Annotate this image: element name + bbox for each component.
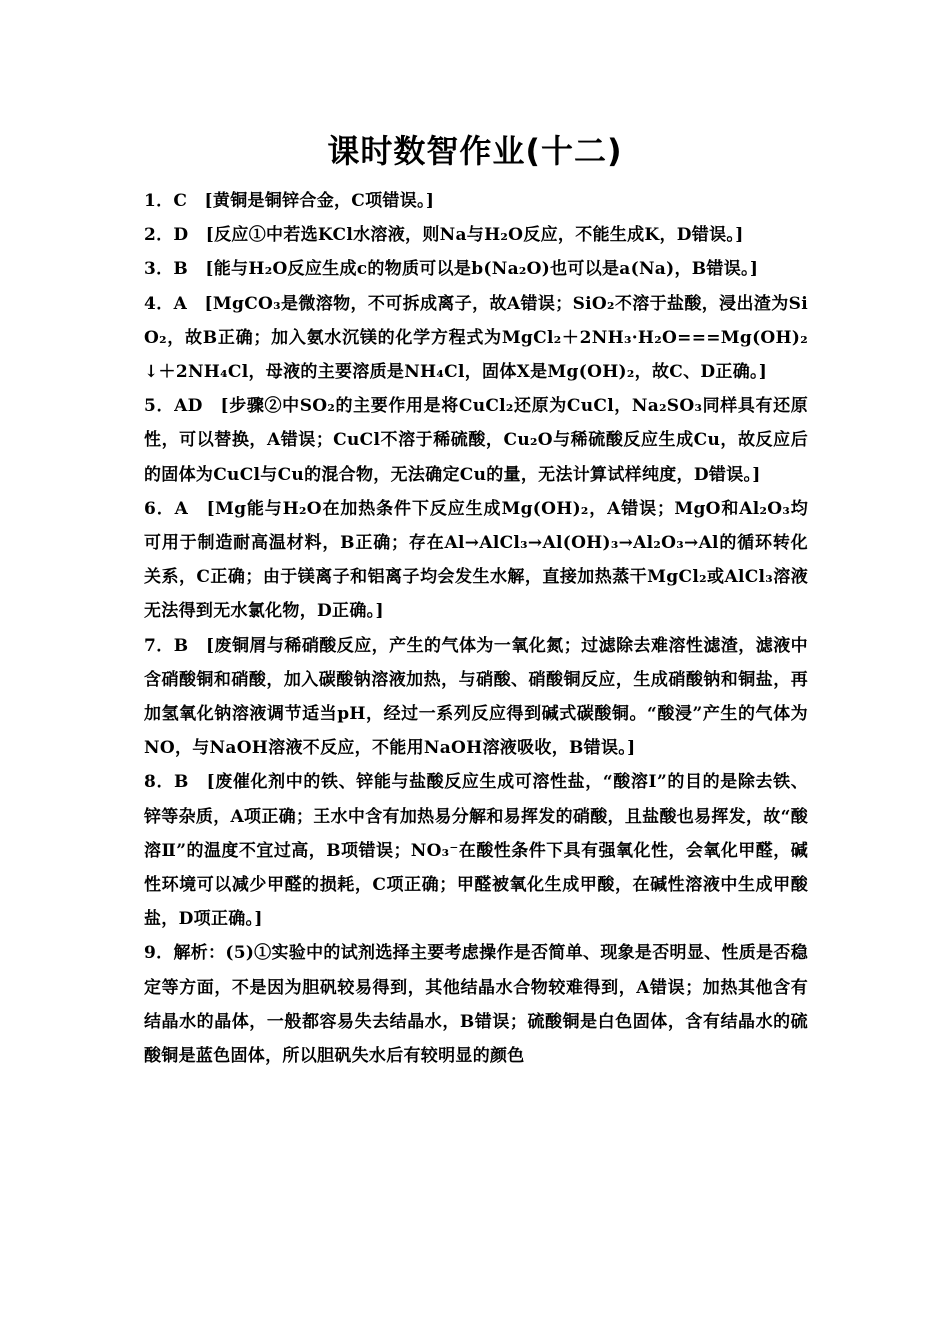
answer-list (144, 184, 808, 1073)
answer-item-9: 9．解析：(5)①实验中的试剂选择主要考虑操作是否简单、现象是否明显、性质是否稳定等方面，不是因为胆矾较易得到，其他结晶水合物较难得到，A错误；加热其他含有结晶水的晶体，一般都容易失去结晶水，B错误；硫酸铜是白色固体，含有结晶水的硫酸铜是蓝色固体，所以胆矾失水后有较明显的颜色 (144, 943, 808, 1067)
answer-item-3: 3．B [能与H₂O反应生成c的物质可以是b(Na₂O)也可以是a(Na)，B错误。] (144, 259, 759, 280)
answer-item-2: 2．D [反应①中若选KCl水溶液，则Na与H₂O反应，不能生成K，D错误。] (144, 225, 744, 246)
answer-item-6: 6．A [Mg能与H₂O在加热条件下反应生成Mg(OH)₂，A错误；MgO和Al₂O₃均可用于制造耐高温材料，B正确；存在Al→AlCl₃→Al(OH)₃→Al₂O₃→Al的循环转化关系，C正确；由于镁离子和铝离子均会发生水解，直接加热蒸干MgCl₂或AlCl₃溶液无法得到无水氯化物，D正确。] (144, 498, 808, 622)
answer-item-5: 5．AD [步骤②中SO₂的主要作用是将CuCl₂还原为CuCl，Na₂SO₃同样具有还原性，可以替换，A错误；CuCl不溶于稀硫酸，Cu₂O与稀硫酸反应生成Cu，故反应后的固体为CuCl与Cu的混合物，无法确定Cu的量，无法计算试样纯度，D错误。] (144, 396, 808, 485)
answer-item-1: 1．C [黄铜是铜锌合金，C项错误。] (144, 191, 435, 211)
page-title: 课时数智作业(十二) (327, 132, 623, 170)
answer-item-4: 4．A [MgCO₃是微溶物，不可拆成离子，故A错误；SiO₂不溶于盐酸，浸出渣为SiO₂，故B正确；加入氨水沉镁的化学方程式为MgCl₂＋2NH₃·H₂O===Mg(OH)₂↓＋2NH₄Cl，母液的主要溶质是NH₄Cl，固体X是Mg(OH)₂，故C、D正确。] (144, 293, 808, 383)
answer-item-7: 7．B [废铜屑与稀硝酸反应，产生的气体为一氧化氮；过滤除去难溶性滤渣，滤液中含硝酸铜和硝酸，加入碳酸钠溶液加热，与硝酸、硝酸铜反应，生成硝酸钠和铜盐，再加氢氧化钠溶液调节适当pH，经过一系列反应得到碱式碳酸铜。“酸浸”产生的气体为NO，与NaOH溶液不反应，不能用NaOH溶液吸收，B错误。] (144, 635, 808, 759)
answer-item-8: 8．B [废催化剂中的铁、锌能与盐酸反应生成可溶性盐，“酸溶Ⅰ”的目的是除去铁、锌等杂质，A项正确；王水中含有加热易分解和易挥发的硝酸，且盐酸也易挥发，故“酸溶Ⅱ”的温度不宜过高，B项错误；NO₃⁻在酸性条件下具有强氧化性，会氧化甲醛，碱性环境可以减少甲醛的损耗，C项正确；甲醛被氧化生成甲酸，在碱性溶液中生成甲酸盐，D项正确。] (144, 772, 808, 930)
